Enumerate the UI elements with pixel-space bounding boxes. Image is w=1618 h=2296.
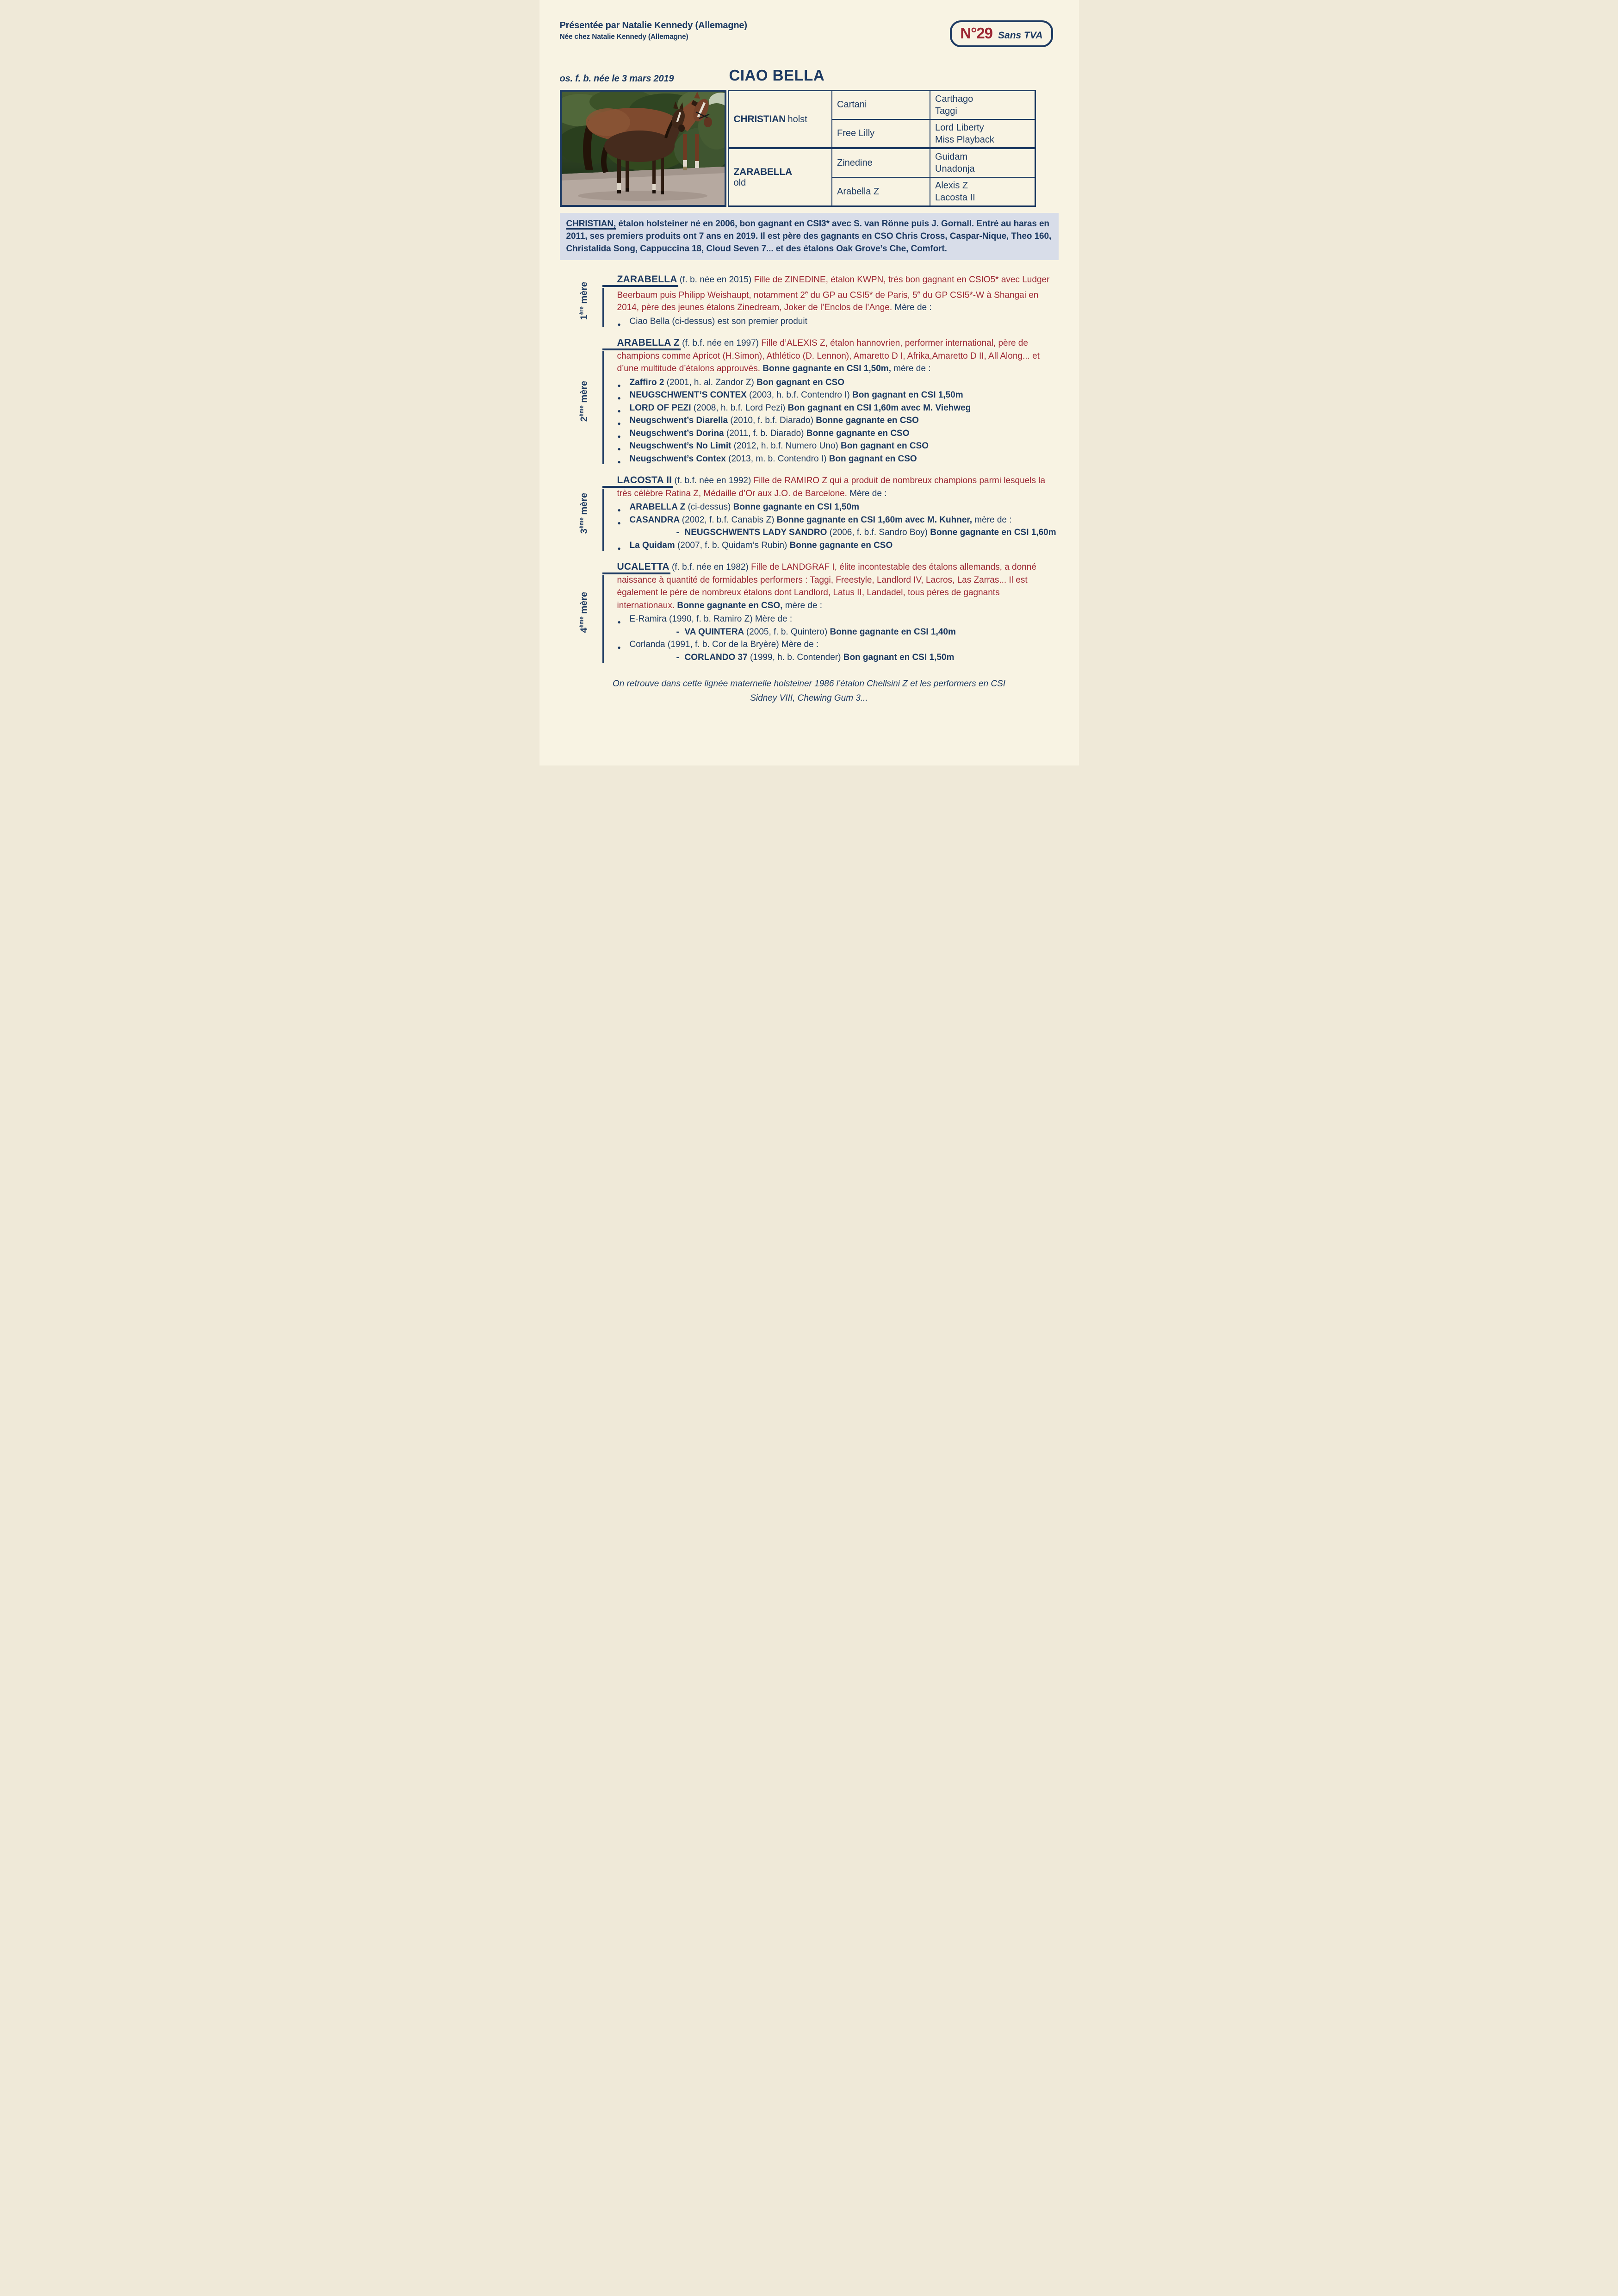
text-run: (2012, h. b.f. Numero Uno) (733, 441, 841, 451)
text-run: (2011, f. b. Diarado) (726, 428, 806, 438)
table-row (728, 91, 1035, 119)
text-run: (1999, h. b. Contender) (750, 652, 843, 662)
section-bracket-line (602, 575, 604, 663)
text-run: Bon gagnant en CSI 1,50m (843, 652, 955, 662)
progeny-item (617, 514, 1059, 527)
text-run: Mère de : (892, 303, 932, 313)
title-row (560, 67, 1059, 84)
progeny-item (617, 539, 1059, 552)
grandparent-name: Alexis Z (935, 180, 968, 191)
text-run: VA QUINTERA (684, 627, 746, 637)
label-part: mère (578, 281, 589, 306)
dam-dam-cell: Arabella Z (832, 177, 930, 206)
sire-dam-cell: Free Lilly (832, 119, 930, 149)
text-run: du GP au CSI5* de Paris, 5 (808, 290, 917, 300)
progeny-item (617, 427, 1059, 440)
text-run: Neugschwent’s No Limit (629, 441, 734, 451)
catalog-number-badge (950, 20, 1053, 47)
label-part: ème (578, 405, 585, 417)
text-run: NEUGSCHWENTS LADY SANDRO (684, 528, 830, 538)
text-run: (2013, m. b. Contendro I) (728, 454, 829, 464)
grandparent-name: Miss Playback (935, 134, 994, 145)
text-run: (2001, h. al. Zandor Z) (666, 377, 757, 387)
sire-note-paragraph (560, 213, 1059, 260)
text-run: Bonne gagnante en CSO (816, 416, 919, 426)
text-run: (2002, f. b.f. Canabis Z) (682, 515, 777, 525)
presenter-line: Présentée par Natalie Kennedy (Allemagne) (559, 20, 747, 31)
text-run: E-Ramira (1990, f. b. Ramiro Z) Mère de : (629, 614, 793, 624)
mare-intro-paragraph (617, 273, 1059, 314)
text-run: mère de : (891, 364, 931, 374)
label-part: 2 (578, 416, 589, 422)
text-run: Bonne gagnante en CSO (789, 540, 893, 550)
section-bracket-line (602, 288, 604, 327)
text-run: Bon gagnant en CSI 1,60m avec M. Viehweg (787, 403, 971, 413)
sire-sire-cell: Cartani (832, 91, 930, 119)
text-run: mère de : (782, 600, 822, 610)
progeny-item (617, 376, 1059, 389)
catalog-page (539, 0, 1079, 765)
text-run: Bonne gagnante en CSI 1,50m (733, 502, 860, 512)
label-part: 3 (578, 528, 589, 534)
section-bracket-line (602, 351, 604, 464)
text-run: Bonne gagnante en CSI 1,60m avec M. Kuhner, (776, 515, 973, 525)
grandparents-cell (930, 91, 1035, 119)
mare-section-2 (560, 332, 1059, 470)
text-run: (2007, f. b. Quidam’s Rubin) (677, 540, 790, 550)
text-run: Neugschwent’s Contex (629, 454, 729, 464)
grandparent-name: Lacosta II (935, 193, 975, 203)
text-run: (f. b.f. née en 1982) (669, 562, 751, 572)
progeny-list (617, 613, 1059, 664)
mare-ordinal-label (578, 493, 589, 534)
text-run: e (917, 289, 921, 296)
text-run: Fille de RAMIRO Z qui a produit de nombreux champions parmi lesquels la très célèbre Ratina Z, Médaille d’Or aux J.O. de Barcelone. (617, 476, 1048, 498)
label-part: 1 (578, 314, 589, 320)
text-run: Bon gagnant en CSO (829, 454, 917, 464)
sire-cell (728, 91, 832, 149)
grandparent-name: Lord Liberty (935, 122, 984, 133)
text-run: CORLANDO 37 (684, 652, 750, 662)
label-part: mère (578, 380, 589, 405)
mare-section-4 (560, 556, 1059, 668)
sire-studbook: holst (787, 114, 807, 124)
mare-name: LACOSTA II (617, 475, 672, 486)
horse-name-title: CIAO BELLA (729, 67, 825, 84)
mare-name: ZARABELLA (617, 274, 677, 285)
grandparent-name: Carthago (935, 93, 973, 104)
text-run: Ciao Bella (ci-dessus) est son premier produit (629, 316, 807, 326)
footer-line: On retrouve dans cette lignée maternelle holsteiner 1986 l’étalon Chellsini Z et les performers en CSI (612, 679, 1006, 689)
text-run: CHRISTIAN, (566, 219, 616, 229)
text-run: (2003, h. b.f. Contendro I) (749, 390, 852, 400)
text-run: Corlanda (1991, f. b. Cor de la Bryère) Mère de : (629, 640, 819, 650)
text-run: ARABELLA Z (629, 502, 688, 512)
mare-section-1 (560, 269, 1059, 332)
text-run: Fille de LANDGRAF I, élite incontestable des étalons allemands, a donné naissance à quantité de formidables performers : Taggi, Freestyle, Landlord IV, Lacros, Las Zarras... Il est également le père de nombreux étalons dont Landlord, Latus II, Landadel, tous pères de gagnants internationaux. (617, 562, 1039, 610)
text-run: Bon gagnant en CSO (841, 441, 929, 451)
text-run: Bonne gagnante en CSI 1,60m (930, 528, 1056, 538)
text-run: (f. b.f. née en 1992) (672, 476, 754, 486)
horse-photo (560, 90, 726, 207)
grandparent-name: Guidam (935, 152, 968, 162)
text-run: (2010, f. b.f. Diarado) (730, 416, 816, 426)
progeny-list (617, 376, 1059, 466)
grandparents-cell (930, 148, 1035, 177)
text-run: Mère de : (847, 488, 887, 498)
mare-ordinal-label (578, 592, 589, 633)
table-row (728, 148, 1035, 177)
text-run: Bonne gagnante en CSO, (677, 600, 783, 610)
text-run: (2008, h. b.f. Lord Pezi) (693, 403, 788, 413)
grandparents-cell (930, 177, 1035, 206)
progeny-item (617, 638, 1059, 651)
mare-ordinal-label (578, 381, 589, 422)
text-run: Fille de ZINEDINE, étalon KWPN, très bon gagnant en CSIO5* avec Ludger Beerbaum puis Philipp Weishaupt, notamment 2 (617, 275, 1052, 300)
pedigree-table (728, 90, 1036, 207)
progeny-list (617, 315, 1059, 328)
media-row (560, 90, 1059, 207)
label-part: mère (578, 492, 589, 517)
dam-cell (728, 148, 832, 206)
progeny-item (617, 402, 1059, 415)
mare-line-sections (560, 269, 1059, 668)
text-run: Fille d’ALEXIS Z, étalon hannovrien, performer international, père de champions comme Apricot (H.Simon), Athlético (D. Lennon), Amaretto D I, Afrika,Amaretto D II, All Along... et d’une multitude d’étalons approuvés. (617, 338, 1042, 374)
text-run: Bonne gagnante en CSI 1,50m, (763, 364, 891, 374)
mare-intro-paragraph (617, 560, 1059, 612)
progeny-item (617, 389, 1059, 402)
grandparent-name: Unadonja (935, 164, 975, 174)
mare-ordinal-label (578, 281, 589, 320)
breeder-line: Née chez Natalie Kennedy (Allemagne) (559, 33, 688, 41)
birth-info: os. f. b. née le 3 mars 2019 (559, 74, 674, 84)
progeny-item (617, 526, 1059, 539)
label-part: ème (578, 616, 585, 628)
progeny-item (617, 651, 1059, 664)
footer-note (560, 677, 1059, 705)
footer-line: Sidney VIII, Chewing Gum 3... (750, 693, 868, 703)
dam-name: ZARABELLA (733, 166, 793, 177)
mare-name: ARABELLA Z (617, 337, 680, 348)
progeny-item (617, 501, 1059, 514)
mare-name: UCALETTA (617, 561, 670, 572)
mare-intro-paragraph (617, 336, 1059, 375)
grandparents-cell (930, 119, 1035, 149)
progeny-item (617, 613, 1059, 626)
lot-number: N°29 (960, 25, 993, 42)
text-run: Bon gagnant en CSO (756, 377, 845, 387)
text-run: Bonne gagnante en CSO (806, 428, 910, 438)
progeny-list (617, 501, 1059, 552)
text-run: mère de : (972, 515, 1012, 525)
text-run: Neugschwent’s Diarella (629, 416, 731, 426)
text-run: (2005, f. b. Quintero) (746, 627, 830, 637)
text-run: Bonne gagnante en CSI 1,40m (830, 627, 956, 637)
text-run: du GP CSI5*-W à Shangai en 2014, père des jeunes étalons Zinedream, Joker de l’Enclos de l’Ange. (617, 290, 1041, 313)
label-part: 4 (578, 628, 589, 633)
vat-note: Sans TVA (998, 30, 1043, 41)
sire-name: CHRISTIAN (733, 113, 786, 124)
text-run: La Quidam (629, 540, 677, 550)
text-run: e (805, 289, 808, 296)
mare-section-3 (560, 470, 1059, 556)
page-header (560, 20, 1059, 47)
progeny-item (617, 453, 1059, 466)
label-part: ère (578, 306, 585, 315)
label-part: ème (578, 517, 585, 529)
progeny-item (617, 626, 1059, 639)
text-run: NEUGSCHWENT’S CONTEX (629, 390, 750, 400)
mare-intro-paragraph (617, 474, 1059, 500)
text-run: étalon holsteiner né en 2006, bon gagnant en CSI3* avec S. van Rönne puis J. Gornall. Entré au haras en 2011, ses premiers produits ont 7 ans en 2019. Il est père des gagnants en CSO Chris Cross, Caspar-Nique, Theo 160, Christalida Song, Cappuccina 18, Cloud Seven 7... et des étalons Oak Grove’s Che, Comfort. (566, 219, 1054, 254)
dam-sire-cell: Zinedine (832, 148, 930, 177)
label-part: mère (578, 592, 589, 617)
grandparent-name: Taggi (935, 106, 957, 116)
section-bracket-line (602, 489, 604, 551)
text-run: Zaffiro 2 (629, 377, 667, 387)
text-run: (f. b. née en 2015) (677, 275, 754, 285)
progeny-item (617, 315, 1059, 328)
text-run: Bon gagnant en CSI 1,50m (852, 390, 963, 400)
text-run: Neugschwent’s Dorina (629, 428, 726, 438)
text-run: CASANDRA (629, 515, 682, 525)
text-run: (f. b.f. née en 1997) (679, 338, 762, 348)
text-run: LORD OF PEZI (629, 403, 694, 413)
progeny-item (617, 440, 1059, 453)
text-run: (ci-dessus) (688, 502, 733, 512)
text-run: (2006, f. b.f. Sandro Boy) (829, 528, 930, 538)
progeny-item (617, 414, 1059, 427)
dam-studbook: old (733, 177, 746, 188)
presenter-block (560, 20, 747, 41)
horse-photo-illustration (562, 92, 725, 205)
